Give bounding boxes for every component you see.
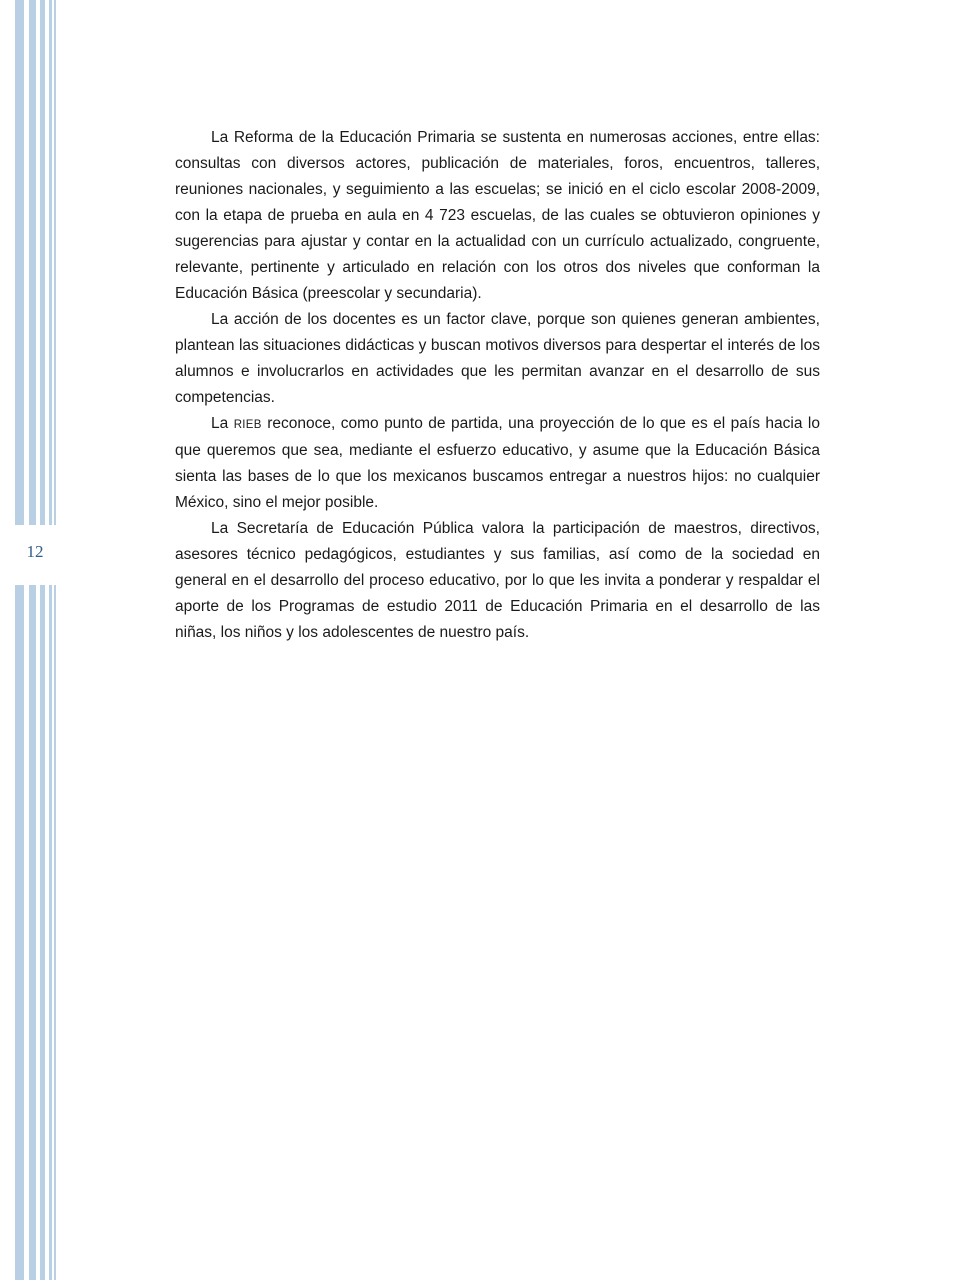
margin-stripe	[49, 0, 52, 525]
margin-stripe	[15, 585, 24, 1280]
page-number: 12	[26, 542, 44, 561]
margin-stripe	[54, 0, 56, 525]
margin-stripe	[49, 585, 52, 1280]
margin-stripe	[54, 585, 56, 1280]
margin-stripe	[40, 585, 45, 1280]
paragraph-rieb	[175, 411, 820, 516]
paragraph-reforma: La Reforma de la Educación Primaria se sustenta en numerosas acciones, entre ellas: consultas con diversos actores, publicación de materiales, foros, encuentros, talleres, reuniones nacionales, y seguimiento a las escuelas; se inició en el ciclo escolar 2008-2009, con la etapa de prueba en aula en 4 723 escuelas, de las cuales se obtuvieron opiniones y sugerencias para ajustar y contar en la actualidad con un currículo actualizado, congruente, relevante, pertinente y articulado en relación con los otros dos niveles que conforman la Educación Básica (preescolar y secundaria).	[175, 129, 820, 302]
paragraph-rieb-start: La	[211, 415, 234, 432]
margin-stripe	[29, 585, 36, 1280]
paragraph-docentes: La acción de los docentes es un factor clave, porque son quienes generan ambientes, plantean las situaciones didácticas y buscan motivos diversos para despertar el interés de los alumnos e involucrarlos en actividades que les permitan avanzar en el desarrollo de sus competencias.	[175, 311, 820, 406]
paragraph-secretaria: La Secretaría de Educación Pública valora la participación de maestros, directivos, asesores técnico pedagógicos, estudiantes y sus familias, así como de la sociedad en general en el desarrollo del proceso educativo, por lo que les invita a ponderar y respaldar el aporte de los Programas de estudio 2011 de Educación Primaria en el desarrollo de las niñas, los niños y los adolescentes de nuestro país.	[175, 520, 820, 641]
margin-stripes	[0, 0, 60, 1280]
margin-stripe	[15, 0, 24, 525]
margin-stripe	[40, 0, 45, 525]
paragraph-rieb-rest: reconoce, como punto de partida, una proyección de lo que es el país hacia lo que queremos que sea, mediante el esfuerzo educativo, y asume que la Educación Básica sienta las bases de lo que los mexicanos buscamos entregar a nuestros hijos: no cualquier México, sino el mejor posible.	[175, 415, 820, 511]
margin-stripe	[29, 0, 36, 525]
body-text	[175, 125, 820, 646]
rieb-abbreviation: RIEB	[233, 419, 262, 431]
